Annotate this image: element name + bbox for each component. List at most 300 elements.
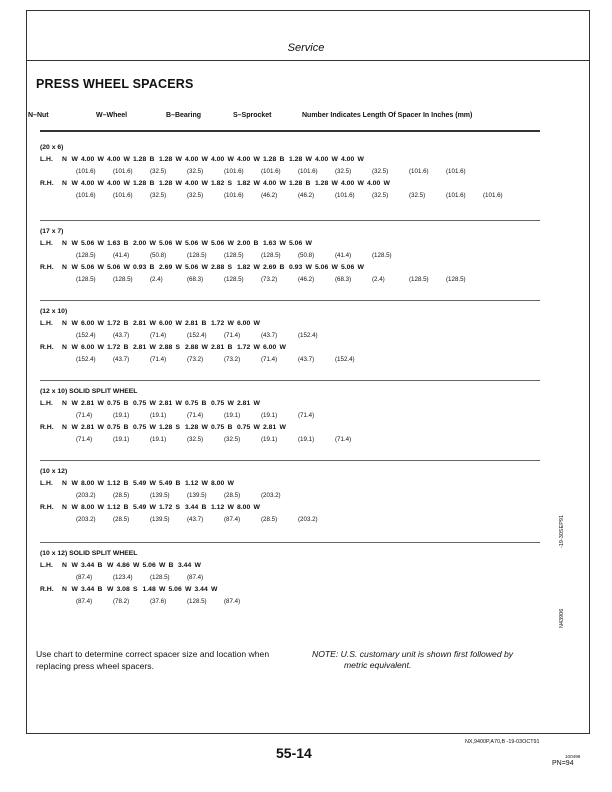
row-token: (46.2) <box>298 276 315 283</box>
group-divider <box>40 460 540 461</box>
row-token: (68.3) <box>187 276 204 283</box>
row-token: 2.81 <box>159 400 173 407</box>
row-token: (32.5) <box>372 192 389 199</box>
row-token: S <box>175 504 181 511</box>
row-token: 2.81 <box>237 400 251 407</box>
row-token: 4.00 <box>81 156 95 163</box>
group-divider <box>40 380 540 381</box>
row-token: W <box>305 156 312 163</box>
row-token: W <box>331 156 338 163</box>
row-token: W <box>305 264 312 271</box>
row-token: 1.12 <box>107 504 121 511</box>
row-token: (101.6) <box>113 192 133 199</box>
row-token: W <box>97 344 104 351</box>
row-token: (139.5) <box>187 492 207 499</box>
row-token: B <box>227 344 233 351</box>
row-token: W <box>71 562 78 569</box>
row-token: W <box>253 156 260 163</box>
row-token: B <box>123 424 129 431</box>
row-token: 4.00 <box>341 180 355 187</box>
row-token: W <box>97 320 104 327</box>
row-token: W <box>149 400 156 407</box>
row-token: N <box>62 320 67 327</box>
row-token: 3.44 <box>194 586 208 593</box>
row-token: W <box>279 424 286 431</box>
row-token: (152.4) <box>76 332 96 339</box>
row-token: (37.6) <box>150 598 167 605</box>
row-token: (46.2) <box>261 192 278 199</box>
group-title: (10 x 12) <box>40 468 68 475</box>
row-token: 2.81 <box>185 320 199 327</box>
row-token: B <box>97 586 103 593</box>
row-token: (152.4) <box>298 332 318 339</box>
row-token: W <box>71 320 78 327</box>
row-token: (28.5) <box>261 516 278 523</box>
row-token: B <box>305 180 311 187</box>
row-token: B <box>149 156 155 163</box>
row-token: 2.81 <box>263 424 277 431</box>
row-token: (101.6) <box>76 192 96 199</box>
row-token: S <box>227 180 233 187</box>
instruction-text: Use chart to determine correct spacer size and location when replacing press wheel spacers. <box>36 649 270 671</box>
row-token: W <box>97 480 104 487</box>
row-token: (123.4) <box>113 574 133 581</box>
row-token: N <box>62 180 67 187</box>
row-token: (139.5) <box>150 492 170 499</box>
row-token: W <box>71 240 78 247</box>
row-token: W <box>201 264 208 271</box>
row-token: 5.06 <box>81 264 95 271</box>
row-token: (128.5) <box>372 252 392 259</box>
row-token: W <box>253 400 260 407</box>
row-token: (101.6) <box>446 192 466 199</box>
page-number: 55-14 <box>276 745 312 761</box>
row-token: (2.4) <box>150 276 163 283</box>
row-token: (71.4) <box>261 356 278 363</box>
row-token: (152.4) <box>76 356 96 363</box>
row-token: W <box>123 156 130 163</box>
row-token: (43.7) <box>113 356 130 363</box>
row-token: (203.2) <box>76 492 96 499</box>
row-token: (87.4) <box>187 574 204 581</box>
row-token: 4.00 <box>237 156 251 163</box>
row-token: 2.00 <box>133 240 147 247</box>
row-token: 0.93 <box>289 264 303 271</box>
row-token: (87.4) <box>224 516 241 523</box>
row-token: B <box>123 320 129 327</box>
row-token: W <box>253 344 260 351</box>
row-token: 1.28 <box>133 180 147 187</box>
row-token: W <box>253 264 260 271</box>
row-token: (32.5) <box>150 168 167 175</box>
row-token: (128.5) <box>150 574 170 581</box>
row-token: B <box>279 264 285 271</box>
row-token: R.H. <box>40 504 54 511</box>
row-token: (128.5) <box>187 252 207 259</box>
row-token: 1.63 <box>107 240 121 247</box>
row-token: (87.4) <box>76 598 93 605</box>
legend-bearing: B–Bearing <box>166 112 202 119</box>
row-token: 3.08 <box>116 586 130 593</box>
row-token: B <box>97 562 103 569</box>
row-token: 1.28 <box>133 156 147 163</box>
row-token: (32.5) <box>187 192 204 199</box>
row-token: W <box>201 156 208 163</box>
row-token: (50.8) <box>150 252 167 259</box>
row-token: W <box>107 586 114 593</box>
row-token: (152.4) <box>187 332 207 339</box>
row-token: (71.4) <box>150 356 167 363</box>
row-token: 1.28 <box>159 180 173 187</box>
row-token: 1.12 <box>185 480 199 487</box>
row-token: 0.93 <box>133 264 147 271</box>
row-token: S <box>175 344 181 351</box>
row-token: L.H. <box>40 400 53 407</box>
row-token: (28.5) <box>224 492 241 499</box>
row-token: (32.5) <box>187 168 204 175</box>
row-token: 6.00 <box>81 320 95 327</box>
row-token: 0.75 <box>237 424 251 431</box>
row-token: (101.6) <box>335 192 355 199</box>
section-title: PRESS WHEEL SPACERS <box>36 77 194 91</box>
row-token: 5.06 <box>185 240 199 247</box>
legend-sprocket: S–Sprocket <box>233 112 272 119</box>
row-token: 4.86 <box>116 562 130 569</box>
row-token: W <box>227 320 234 327</box>
figure-code-date: -19-30SEP91 <box>559 514 565 548</box>
row-token: W <box>149 480 156 487</box>
row-token: 1.12 <box>211 504 225 511</box>
row-token: 5.49 <box>133 480 147 487</box>
row-token: 1.28 <box>289 180 303 187</box>
row-token: (128.5) <box>187 598 207 605</box>
legend-wheel: W–Wheel <box>96 112 128 119</box>
row-token: 1.72 <box>107 344 121 351</box>
row-token: W <box>71 400 78 407</box>
row-token: W <box>97 264 104 271</box>
row-token: W <box>253 504 260 511</box>
row-token: (128.5) <box>76 252 96 259</box>
row-token: 0.75 <box>211 424 225 431</box>
row-token: (32.5) <box>372 168 389 175</box>
row-token: 3.44 <box>81 562 95 569</box>
row-token: 0.75 <box>211 400 225 407</box>
group-title: (10 x 12) SOLID SPLIT WHEEL <box>40 550 138 557</box>
row-token: (101.6) <box>298 168 318 175</box>
row-token: (101.6) <box>446 168 466 175</box>
row-token: 6.00 <box>159 320 173 327</box>
row-token: W <box>97 240 104 247</box>
row-token: (19.1) <box>298 436 315 443</box>
row-token: R.H. <box>40 424 54 431</box>
row-token: 2.88 <box>185 344 199 351</box>
row-token: S <box>175 424 181 431</box>
row-token: W <box>97 400 104 407</box>
row-token: (101.6) <box>409 168 429 175</box>
row-token: S <box>227 264 233 271</box>
row-token: 4.00 <box>107 156 121 163</box>
row-token: (43.7) <box>298 356 315 363</box>
row-token: W <box>227 400 234 407</box>
row-token: (43.7) <box>113 332 130 339</box>
row-token: B <box>175 480 181 487</box>
row-token: (128.5) <box>409 276 429 283</box>
row-token: 0.75 <box>133 400 147 407</box>
row-token: 4.00 <box>263 180 277 187</box>
row-token: B <box>149 180 155 187</box>
row-token: W <box>97 504 104 511</box>
row-token: (152.4) <box>335 356 355 363</box>
row-token: (203.2) <box>298 516 318 523</box>
row-token: 8.00 <box>211 480 225 487</box>
row-token: 2.81 <box>211 344 225 351</box>
row-token: (101.6) <box>483 192 503 199</box>
row-token: L.H. <box>40 156 53 163</box>
row-token: (128.5) <box>76 276 96 283</box>
row-token: 1.48 <box>142 586 156 593</box>
row-token: W <box>107 562 114 569</box>
row-token: (19.1) <box>261 436 278 443</box>
figure-code-number: N43906 <box>559 608 565 628</box>
row-token: 1.63 <box>263 240 277 247</box>
row-token: 5.06 <box>142 562 156 569</box>
row-token: W <box>305 240 312 247</box>
row-token: 2.69 <box>159 264 173 271</box>
row-token: N <box>62 240 67 247</box>
row-token: (71.4) <box>335 436 352 443</box>
row-token: W <box>383 180 390 187</box>
row-token: B <box>149 264 155 271</box>
row-token: W <box>253 180 260 187</box>
row-token: W <box>201 240 208 247</box>
row-token: W <box>357 156 364 163</box>
header-title: Service <box>287 42 325 54</box>
row-token: (101.6) <box>113 168 133 175</box>
row-token: W <box>71 424 78 431</box>
row-token: 2.00 <box>237 240 251 247</box>
row-token: 0.75 <box>107 424 121 431</box>
pn-label: PN=94 <box>552 760 574 767</box>
row-token: 8.00 <box>237 504 251 511</box>
row-token: 5.06 <box>107 264 121 271</box>
row-token: (43.7) <box>187 516 204 523</box>
row-token: W <box>279 344 286 351</box>
row-token: 3.44 <box>185 504 199 511</box>
row-token: 5.06 <box>341 264 355 271</box>
row-token: (32.5) <box>150 192 167 199</box>
row-token: W <box>149 240 156 247</box>
row-token: B <box>201 504 207 511</box>
row-token: (101.6) <box>76 168 96 175</box>
row-token: W <box>175 400 182 407</box>
row-token: 5.06 <box>185 264 199 271</box>
row-token: B <box>168 562 174 569</box>
row-token: W <box>149 344 156 351</box>
row-token: 5.49 <box>133 504 147 511</box>
row-token: 0.75 <box>185 400 199 407</box>
row-token: W <box>331 264 338 271</box>
row-token: 1.28 <box>159 156 173 163</box>
row-token: (32.5) <box>224 436 241 443</box>
row-token: (41.4) <box>335 252 352 259</box>
row-token: W <box>227 480 234 487</box>
row-token: W <box>97 424 104 431</box>
row-token: 2.81 <box>81 400 95 407</box>
row-token: 1.12 <box>107 480 121 487</box>
row-token: W <box>227 156 234 163</box>
row-token: N <box>62 424 67 431</box>
row-token: 0.75 <box>133 424 147 431</box>
row-token: 4.00 <box>107 180 121 187</box>
row-token: B <box>123 504 129 511</box>
row-token: W <box>71 344 78 351</box>
row-token: (71.4) <box>187 412 204 419</box>
row-token: (128.5) <box>261 252 281 259</box>
row-token: W <box>201 424 208 431</box>
row-token: 3.44 <box>81 586 95 593</box>
row-token: W <box>279 180 286 187</box>
row-token: (19.1) <box>150 412 167 419</box>
note-text: NOTE: U.S. customary unit is shown first followed by <box>312 649 514 659</box>
row-token: W <box>149 424 156 431</box>
row-token: (68.3) <box>335 276 352 283</box>
row-token: 4.00 <box>81 180 95 187</box>
row-token: W <box>185 586 192 593</box>
row-token: R.H. <box>40 180 54 187</box>
row-token: (71.4) <box>150 332 167 339</box>
row-token: W <box>97 156 104 163</box>
row-token: 5.49 <box>159 480 173 487</box>
row-token: (73.2) <box>224 356 241 363</box>
row-token: N <box>62 344 67 351</box>
row-token: (46.2) <box>298 192 315 199</box>
row-token: W <box>227 504 234 511</box>
row-token: (43.7) <box>261 332 278 339</box>
row-token: (71.4) <box>224 332 241 339</box>
row-token: 3.44 <box>178 562 192 569</box>
row-token: (19.1) <box>113 412 130 419</box>
row-token: W <box>71 586 78 593</box>
row-token: B <box>201 320 207 327</box>
row-token: R.H. <box>40 344 54 351</box>
spacer-chart <box>28 108 552 632</box>
row-token: R.H. <box>40 264 54 271</box>
group-divider <box>40 542 540 543</box>
row-token: W <box>71 156 78 163</box>
legend-rule <box>40 130 540 132</box>
row-token: (128.5) <box>224 252 244 259</box>
row-token: B <box>123 480 129 487</box>
row-token: W <box>201 344 208 351</box>
row-token: N <box>62 480 67 487</box>
row-token: 1.82 <box>211 180 225 187</box>
row-token: N <box>62 400 67 407</box>
legend-note: Number Indicates Length Of Spacer In Inches (mm) <box>302 112 473 119</box>
row-token: N <box>62 562 67 569</box>
row-token: N <box>62 586 67 593</box>
row-token: W <box>331 180 338 187</box>
row-token: (73.2) <box>261 276 278 283</box>
group-title: (12 x 10) SOLID SPLIT WHEEL <box>40 388 138 395</box>
header-divider <box>26 60 590 61</box>
row-token: (32.5) <box>335 168 352 175</box>
row-token: (128.5) <box>446 276 466 283</box>
row-token: B <box>279 156 285 163</box>
row-token: 2.81 <box>81 424 95 431</box>
row-token: 2.69 <box>263 264 277 271</box>
row-token: L.H. <box>40 240 53 247</box>
row-token: W <box>253 320 260 327</box>
row-token: (71.4) <box>298 412 315 419</box>
row-token: W <box>97 180 104 187</box>
row-token: (19.1) <box>150 436 167 443</box>
row-token: 5.06 <box>211 240 225 247</box>
row-token: W <box>71 264 78 271</box>
row-token: 5.06 <box>81 240 95 247</box>
row-token: 1.28 <box>159 424 173 431</box>
row-token: 1.72 <box>237 344 251 351</box>
row-token: W <box>175 240 182 247</box>
row-token: 6.00 <box>263 344 277 351</box>
group-divider <box>40 300 540 301</box>
row-token: S <box>133 586 138 593</box>
row-token: W <box>71 504 78 511</box>
row-token: 1.28 <box>315 180 329 187</box>
row-token: 4.00 <box>367 180 381 187</box>
row-token: (2.4) <box>372 276 385 283</box>
group-title: (20 x 6) <box>40 144 64 151</box>
row-token: (101.6) <box>224 192 244 199</box>
row-token: 1.72 <box>107 320 121 327</box>
row-token: (41.4) <box>113 252 130 259</box>
row-token: R.H. <box>40 586 54 593</box>
row-token: N <box>62 156 67 163</box>
row-token: W <box>149 504 156 511</box>
row-token: L.H. <box>40 480 53 487</box>
row-token: B <box>123 344 129 351</box>
row-token: (28.5) <box>113 516 130 523</box>
row-token: (19.1) <box>224 412 241 419</box>
row-token: L.H. <box>40 562 53 569</box>
row-token: 4.00 <box>185 156 199 163</box>
row-token: (128.5) <box>224 276 244 283</box>
row-token: W <box>227 240 234 247</box>
row-token: W <box>194 562 201 569</box>
row-token: B <box>253 240 259 247</box>
row-token: W <box>201 480 208 487</box>
row-token: (101.6) <box>261 168 281 175</box>
row-token: B <box>123 400 129 407</box>
row-token: 2.81 <box>133 320 147 327</box>
row-token: 4.00 <box>341 156 355 163</box>
row-token: N <box>62 264 67 271</box>
row-token: (128.5) <box>113 276 133 283</box>
row-token: (71.4) <box>76 436 93 443</box>
row-token: B <box>227 424 233 431</box>
note-text-continued: metric equivalent. <box>344 660 412 670</box>
row-token: (73.2) <box>187 356 204 363</box>
row-token: (87.4) <box>224 598 241 605</box>
group-divider <box>40 220 540 221</box>
row-token: (139.5) <box>150 516 170 523</box>
row-token: (50.8) <box>298 252 315 259</box>
row-token: L.H. <box>40 320 53 327</box>
row-token: (203.2) <box>76 516 96 523</box>
group-title: (17 x 7) <box>40 228 64 235</box>
row-token: 4.00 <box>185 180 199 187</box>
row-token: B <box>201 400 207 407</box>
row-token: W <box>123 264 130 271</box>
